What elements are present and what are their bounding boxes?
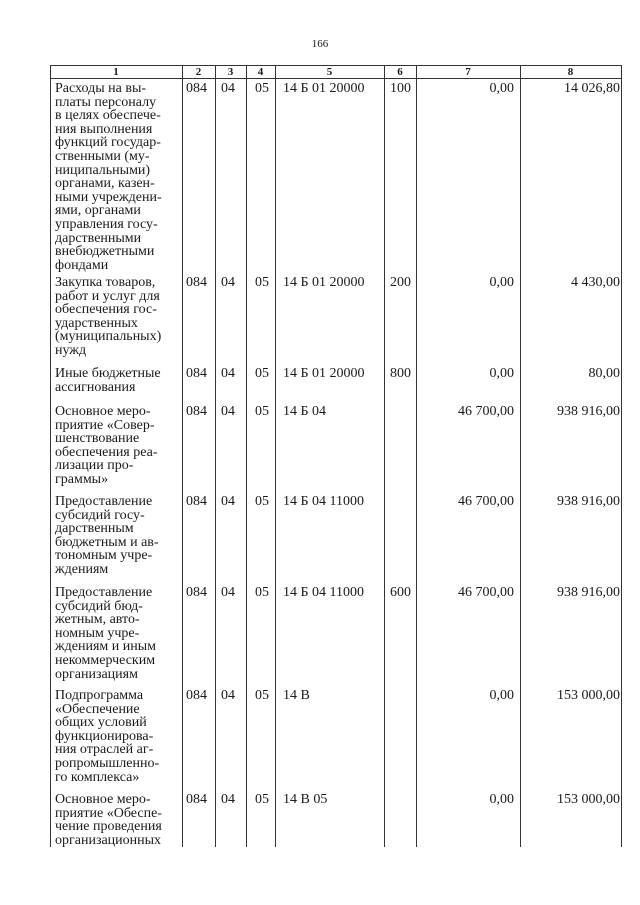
cell-amount-7: 0,00	[489, 688, 514, 703]
cell-section: 04	[221, 585, 235, 600]
cell-amount-7: 0,00	[489, 366, 514, 381]
cell-subsection: 05	[255, 792, 269, 807]
row-name: Закупка товаров, работ и услуг для обеспечения гос- ударственных (муниципальных) нужд	[55, 275, 162, 358]
column-border	[182, 65, 183, 847]
row-name: Предоставление субсидий бюд- жетным, авто- номным учре- ждениям и иным некоммерческим организациям	[55, 585, 157, 682]
cell-subsection: 05	[255, 585, 269, 600]
cell-target-article: 14 Б 01 20000	[283, 81, 365, 96]
cell-section: 04	[221, 688, 235, 703]
cell-admin-code: 084	[186, 366, 207, 381]
cell-admin-code: 084	[186, 494, 207, 509]
cell-amount-8: 4 430,00	[571, 275, 620, 290]
cell-amount-8: 938 916,00	[557, 404, 620, 419]
header-cell: 2	[195, 66, 202, 78]
header-cell: 7	[465, 66, 471, 78]
cell-admin-code: 084	[186, 275, 207, 290]
cell-section: 04	[221, 404, 235, 419]
row-name: Основное меро- приятие «Совер- шенствование обеспечения реа- лизации про- граммы»	[55, 404, 158, 487]
cell-expense-type: 800	[390, 366, 411, 381]
cell-admin-code: 084	[186, 688, 207, 703]
cell-target-article: 14 Б 04	[283, 404, 327, 419]
header-cell: 5	[326, 66, 333, 78]
cell-amount-8: 14 026,80	[564, 81, 620, 96]
header-cell: 4	[257, 66, 264, 78]
cell-amount-7: 46 700,00	[458, 585, 514, 600]
cell-admin-code: 084	[186, 404, 207, 419]
row-name: Расходы на вы- платы персоналу в целях обеспече- ния выполнения функций государ- ственными (му- ниципальными) органами, казен- ными учреждени- ями, органами управления госу- дарственными внебюджетными фондами	[55, 81, 162, 273]
cell-section: 04	[221, 366, 235, 381]
cell-amount-8: 938 916,00	[557, 494, 620, 509]
row-name: Предоставление субсидий госу- дарственным бюджетным и ав- тономным учре- ждениям	[55, 494, 159, 577]
row-name: Подпрограмма «Обеспечение общих условий функционирова- ния отраслей аг- ропромышленно- го комплекса»	[55, 688, 160, 785]
cell-target-article: 14 Б 01 20000	[283, 275, 365, 290]
cell-amount-8: 153 000,00	[557, 688, 620, 703]
cell-amount-8: 153 000,00	[557, 792, 620, 807]
header-cell: 8	[567, 66, 574, 78]
cell-target-article: 14 В	[283, 688, 310, 703]
cell-target-article: 14 В 05	[283, 792, 328, 807]
cell-amount-7: 0,00	[489, 792, 514, 807]
cell-section: 04	[221, 275, 235, 290]
row-name: Основное меро- приятие «Обеспе- чение проведения организационных	[55, 792, 162, 848]
cell-subsection: 05	[255, 688, 269, 703]
cell-amount-7: 46 700,00	[458, 404, 514, 419]
column-border	[246, 65, 247, 847]
column-border	[275, 65, 276, 847]
cell-amount-7: 0,00	[489, 275, 514, 290]
cell-amount-7: 0,00	[489, 81, 514, 96]
column-border	[50, 65, 51, 847]
cell-admin-code: 084	[186, 81, 207, 96]
cell-subsection: 05	[255, 275, 269, 290]
column-border	[384, 65, 385, 847]
row-name: Иные бюджетные ассигнования	[55, 366, 161, 395]
cell-subsection: 05	[255, 81, 269, 96]
cell-expense-type: 600	[390, 585, 411, 600]
cell-subsection: 05	[255, 404, 269, 419]
page-number: 166	[311, 38, 329, 50]
cell-section: 04	[221, 81, 235, 96]
cell-expense-type: 100	[390, 81, 411, 96]
column-border	[520, 65, 521, 847]
cell-amount-7: 46 700,00	[458, 494, 514, 509]
cell-admin-code: 084	[186, 585, 207, 600]
column-border	[416, 65, 417, 847]
cell-admin-code: 084	[186, 792, 207, 807]
cell-subsection: 05	[255, 366, 269, 381]
cell-amount-8: 80,00	[588, 366, 620, 381]
cell-amount-8: 938 916,00	[557, 585, 620, 600]
header-cell: 3	[227, 66, 234, 78]
header-cell: 6	[397, 66, 403, 78]
column-border	[215, 65, 216, 847]
cell-target-article: 14 Б 01 20000	[283, 366, 365, 381]
cell-section: 04	[221, 792, 235, 807]
cell-section: 04	[221, 494, 235, 509]
cell-subsection: 05	[255, 494, 269, 509]
cell-target-article: 14 Б 04 11000	[283, 585, 365, 600]
column-border	[621, 65, 622, 847]
header-cell: 1	[113, 66, 119, 78]
cell-target-article: 14 Б 04 11000	[283, 494, 365, 509]
cell-expense-type: 200	[390, 275, 411, 290]
header-bottom-border	[50, 78, 621, 79]
